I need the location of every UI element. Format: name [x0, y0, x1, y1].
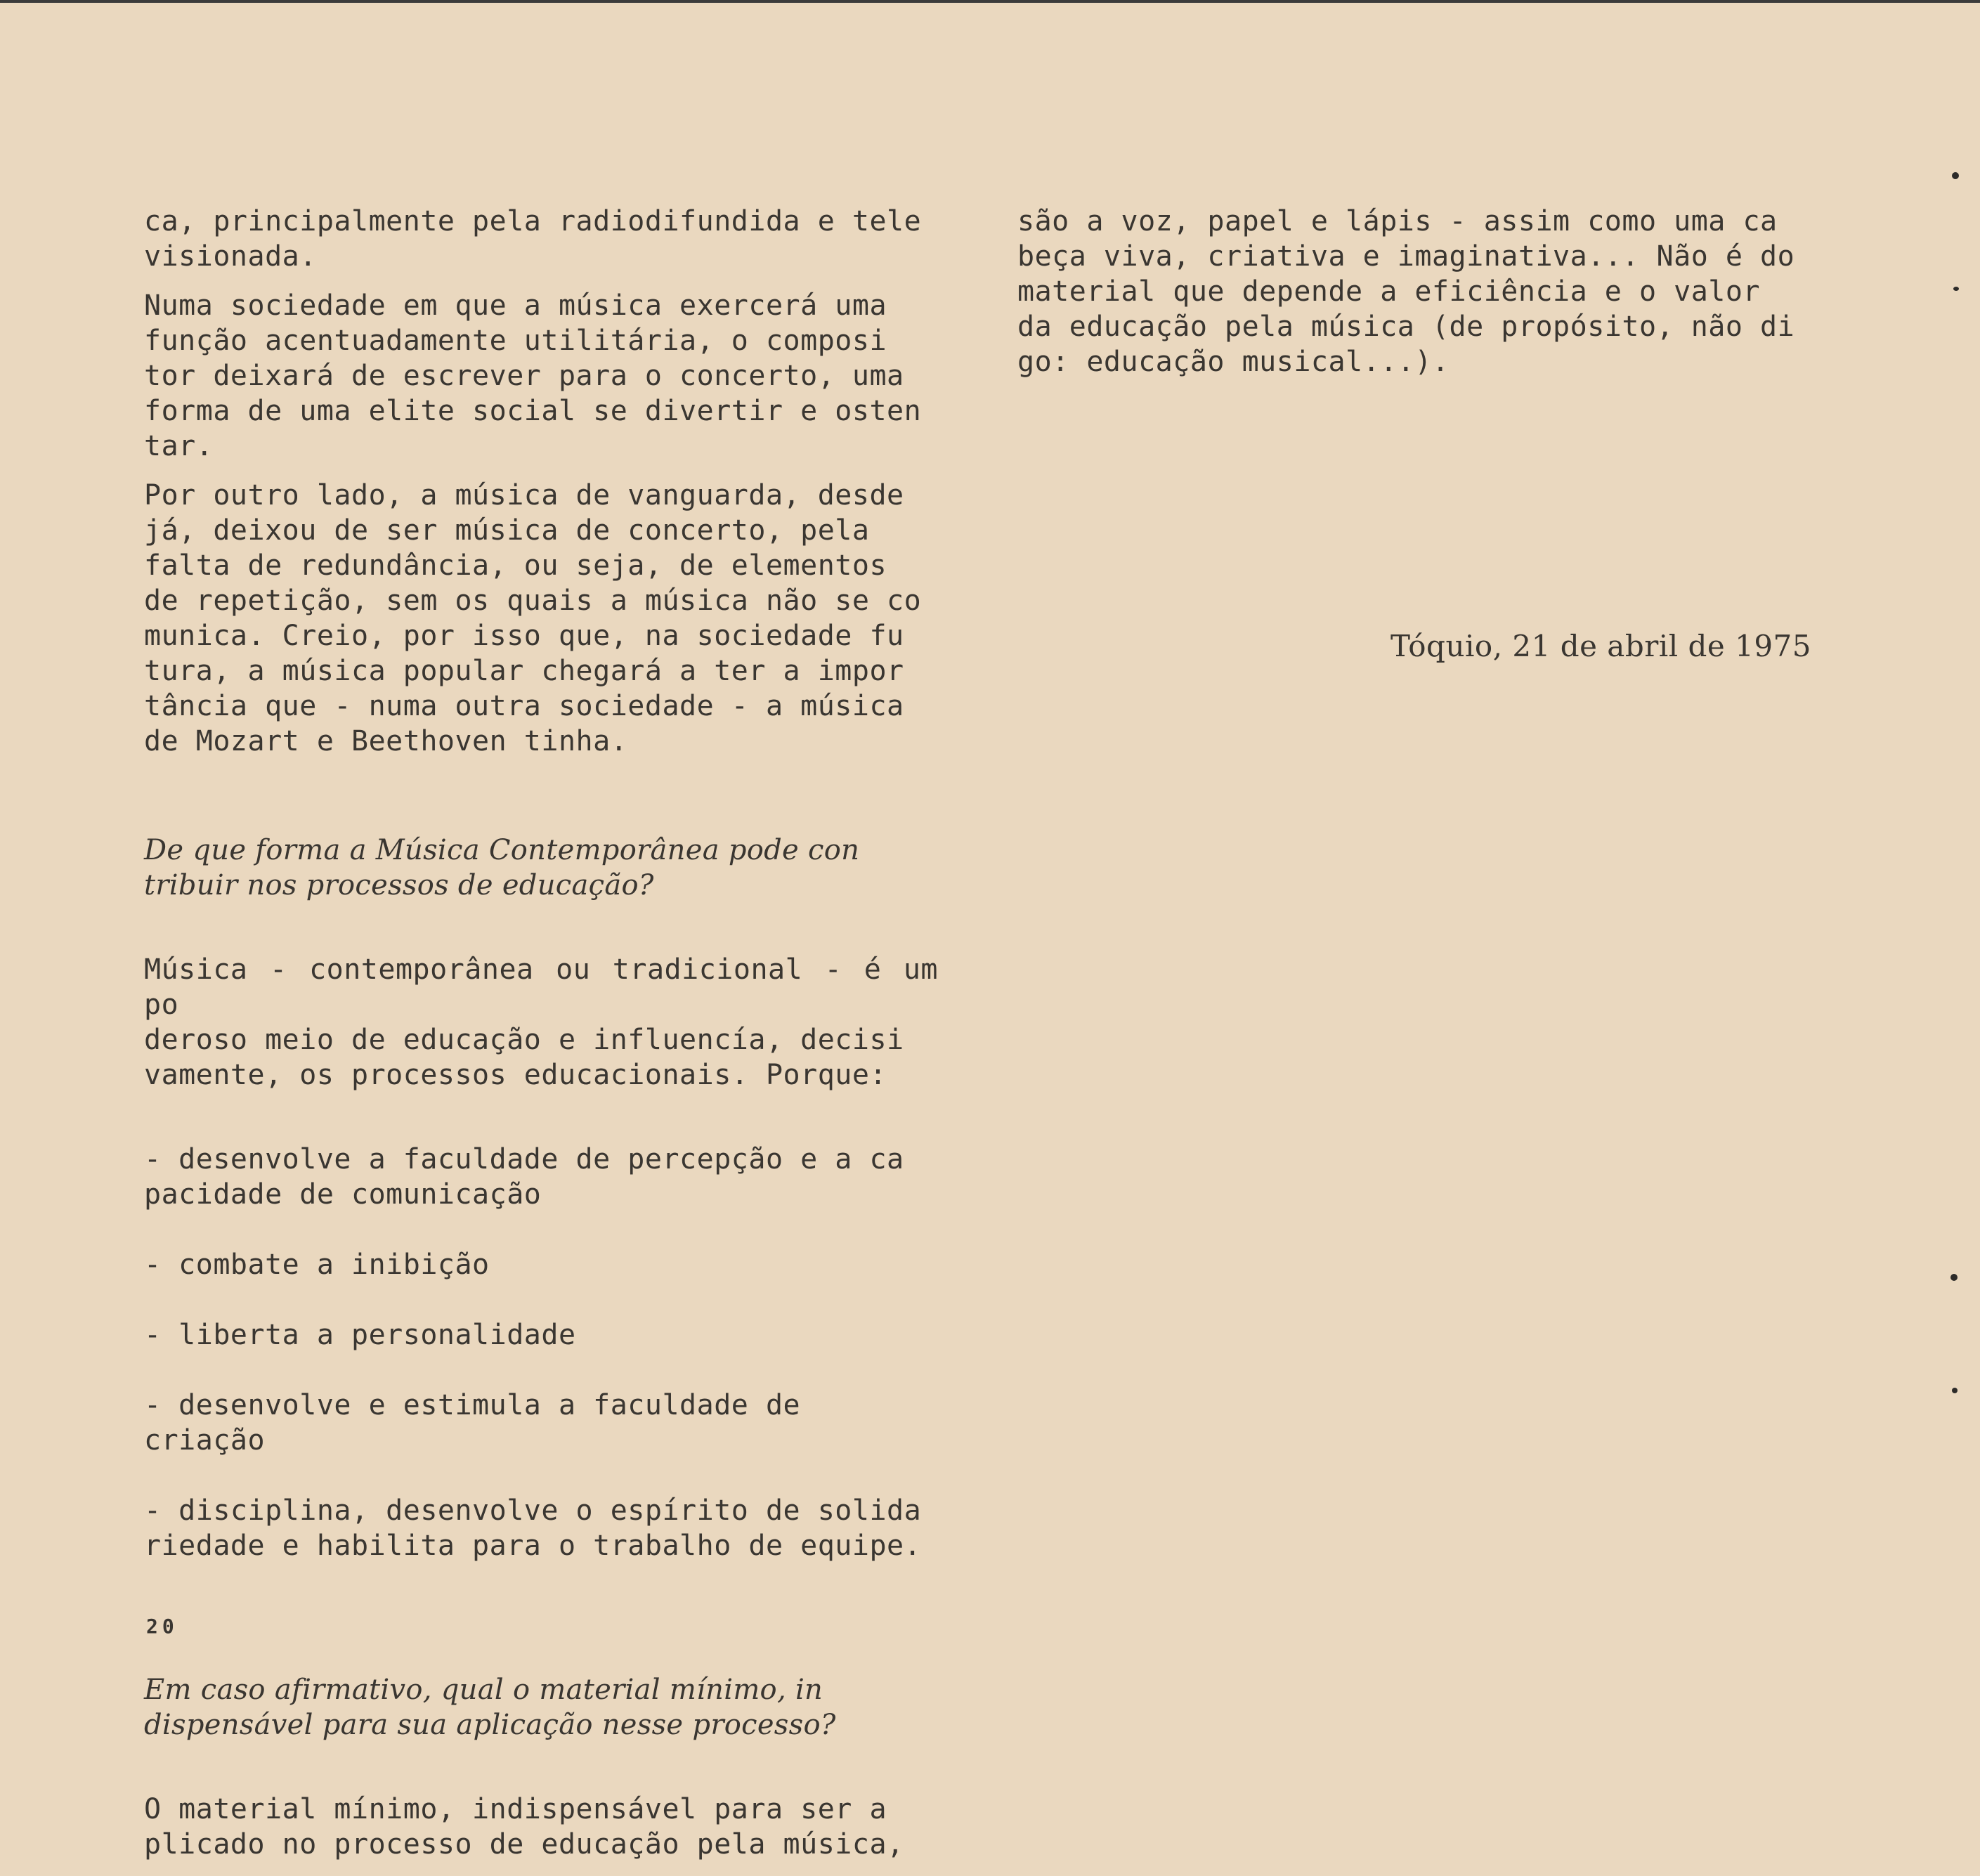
- list-item: - desenvolve a faculdade de percepção e a ca pacidade de comunicação: [144, 1143, 904, 1211]
- benefits-list: [144, 1107, 938, 1598]
- right-paragraph-1: são a voz, papel e lápis - assim como uma ca beça viva, criativa e imaginativa... Não é do material que depende a eficiência e o valor da educação pela música (de propósito, não di go: educação musical...).: [1017, 205, 1795, 378]
- paragraph-1: ca, principalmente pela radiodifundida e tele visionada.: [144, 205, 922, 273]
- paragraph-3: Por outro lado, a música de vanguarda, desde já, deixou de ser música de concerto, pela falta de redundância, ou seja, de elementos de repetição, sem os quais a música não se co munica. Creio, por isso que, na sociedade fu tura, a música popular chegará a ter a impor tância que - numa outra sociedade - a música de Mozart e Beethoven tinha.: [144, 479, 922, 757]
- left-column: [144, 204, 938, 1876]
- right-column: [1017, 204, 1818, 393]
- paragraph-5: O material mínimo, indispensável para ser a plicado no processo de educação pela música,: [144, 1793, 904, 1861]
- question-2: Em caso afirmativo, qual o material mínimo, in dispensável para sua aplicação nesse processo?: [144, 1674, 836, 1741]
- list-item: - desenvolve e estimula a faculdade de criação: [144, 1389, 801, 1457]
- list-item: - disciplina, desenvolve o espírito de solida riedade e habilita para o trabalho de equipe.: [144, 1494, 922, 1562]
- page-top-edge: [0, 0, 1980, 3]
- place-and-date: Tóquio, 21 de abril de 1975: [1390, 629, 1811, 663]
- binding-mark-icon: [1952, 1388, 1958, 1393]
- paragraph-2: Numa sociedade em que a música exercerá uma função acentuadamente utilitária, o composi tor deixará de escrever para o concerto, uma forma de uma elite social se divertir e osten tar.: [144, 289, 922, 462]
- binding-mark-icon: [1952, 172, 1959, 179]
- list-item: - liberta a personalidade: [144, 1319, 576, 1351]
- binding-mark-icon: [1953, 287, 1959, 291]
- page-number: 20: [146, 1615, 178, 1638]
- paragraph-4: Música - contemporânea ou tradicional - é um po deroso meio de educação e influencía, decisi vamente, os processos educacionais. Porque:: [144, 953, 938, 1091]
- list-item: - combate a inibição: [144, 1249, 490, 1281]
- binding-mark-icon: [1950, 1274, 1958, 1281]
- question-1: De que forma a Música Contemporânea pode con tribuir nos processos de educação?: [144, 834, 860, 901]
